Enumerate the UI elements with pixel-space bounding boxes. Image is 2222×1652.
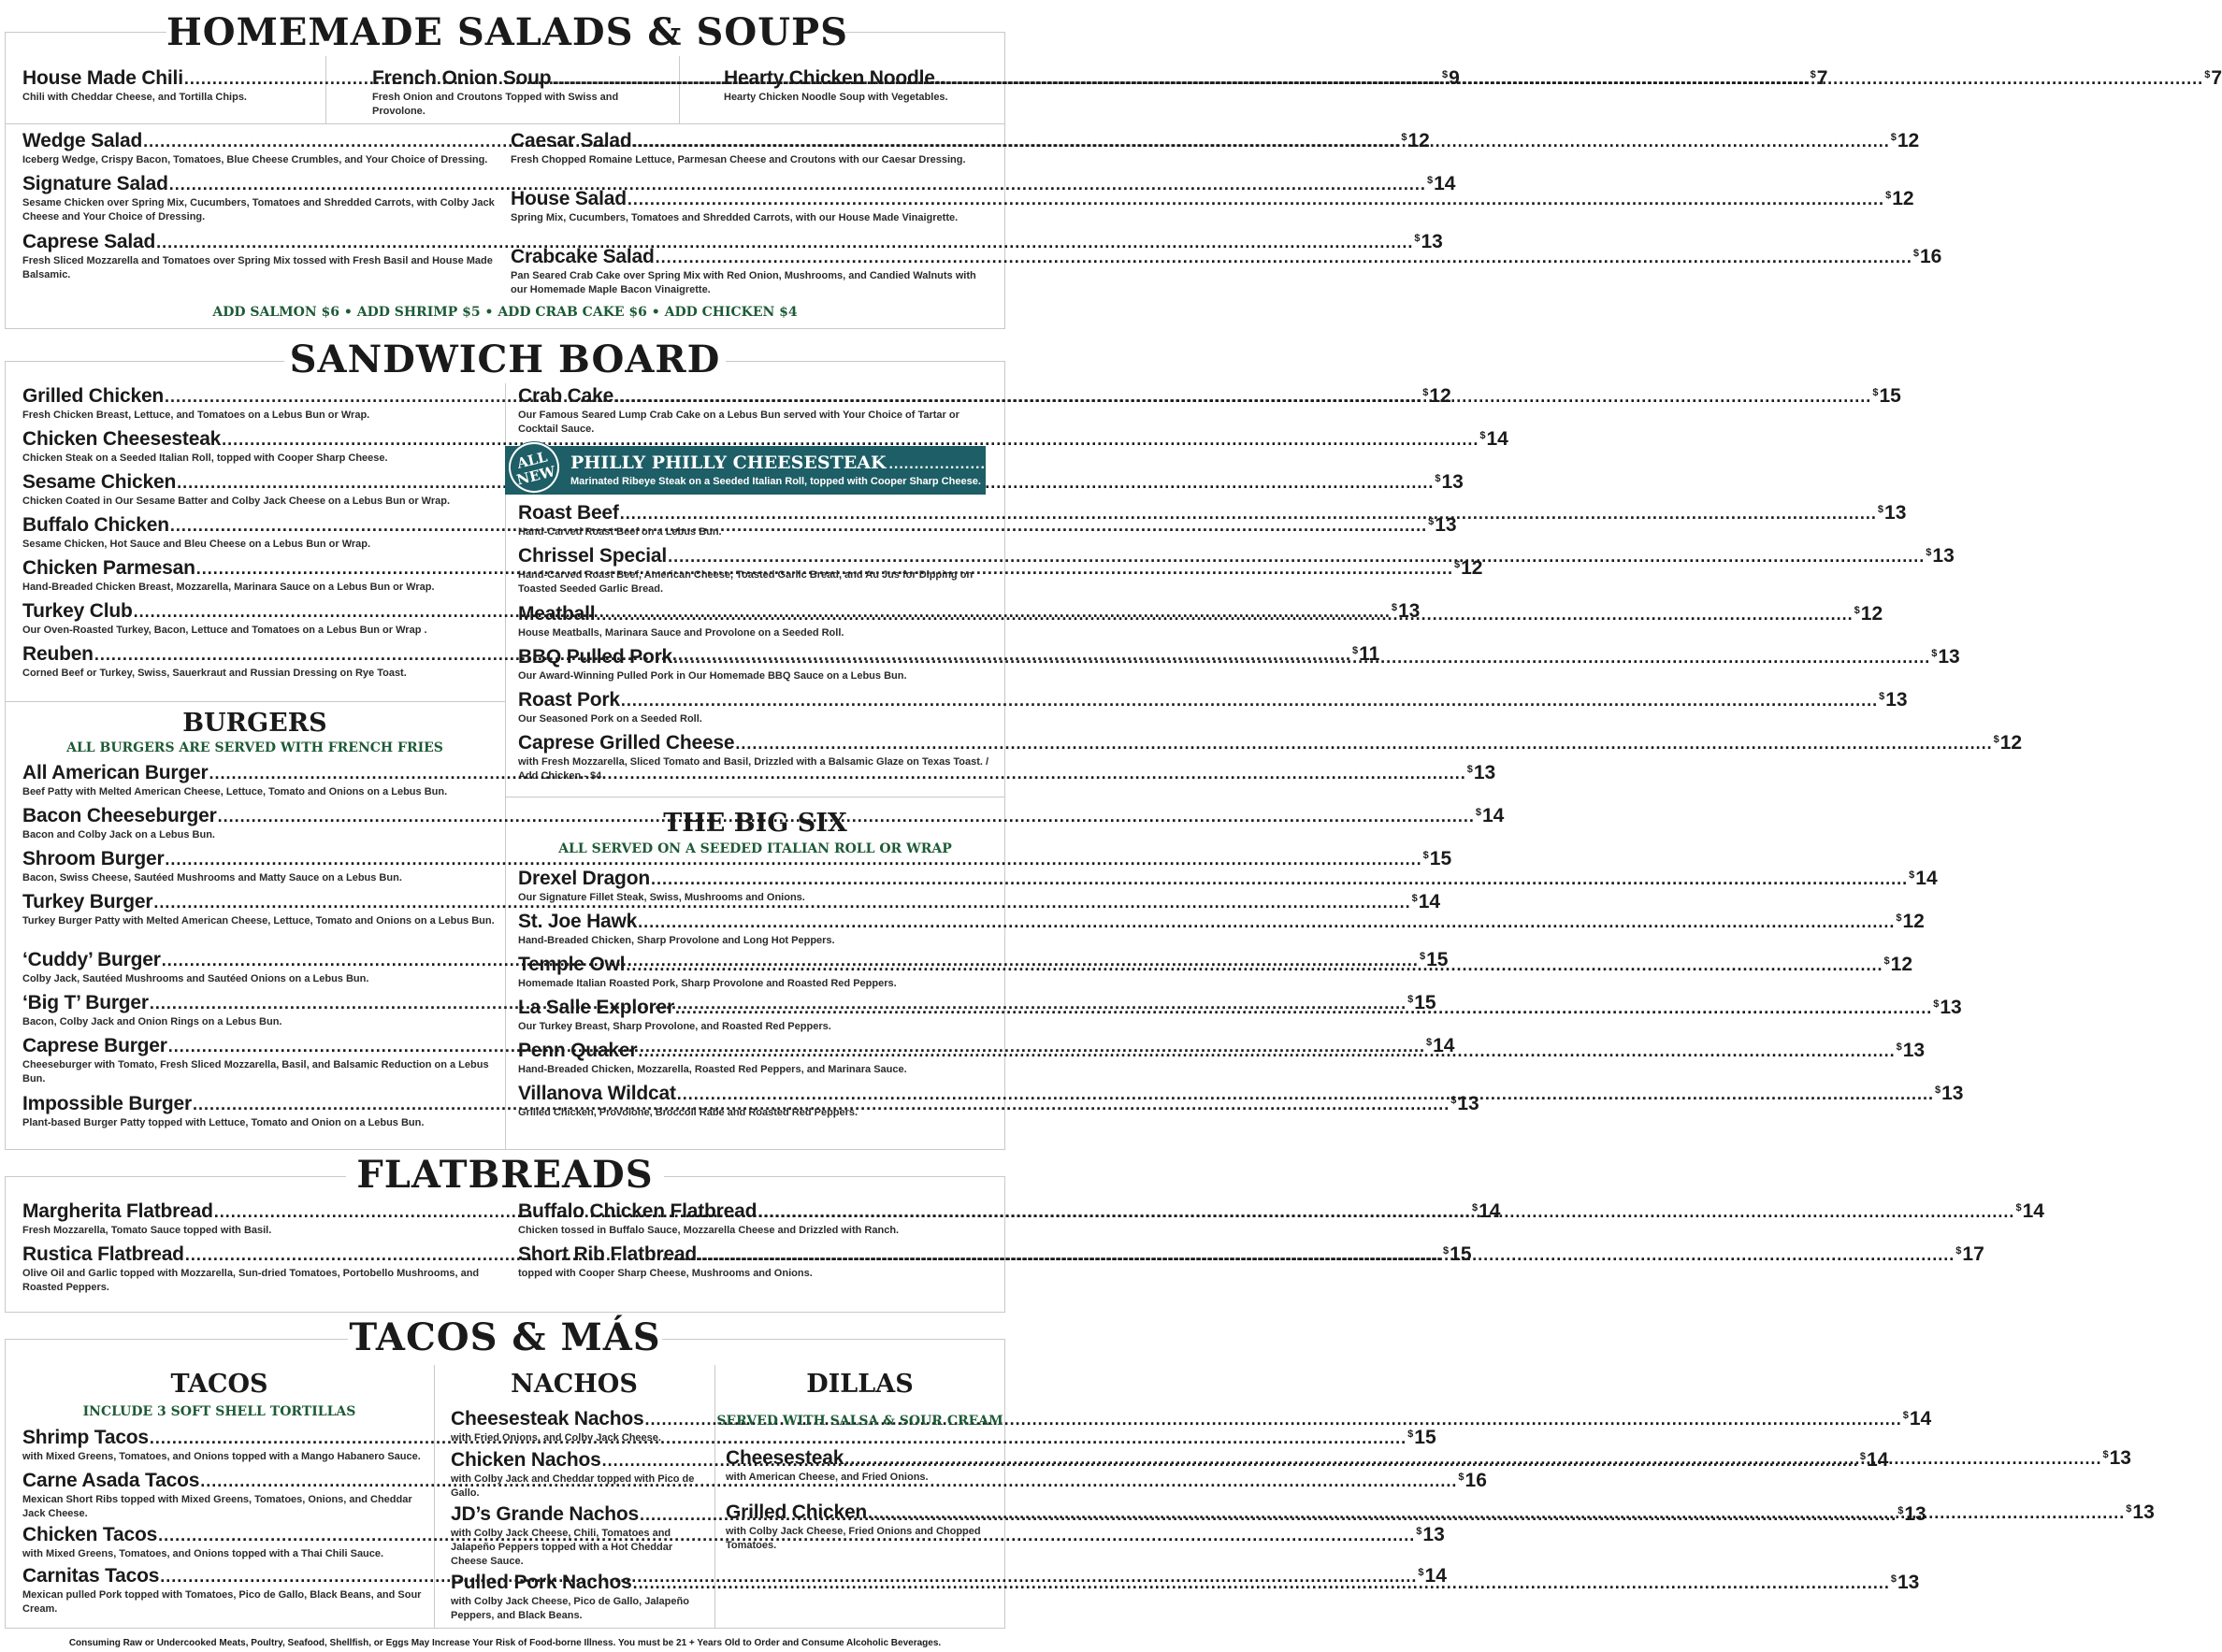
menu-item-description: Corned Beef or Turkey, Swiss, Sauerkraut and Russian Dressing on Rye Toast. <box>22 668 407 679</box>
menu-item-description: Our Award-Winning Pulled Pork in Our Homemade BBQ Sauce on a Lebus Bun. <box>518 670 907 682</box>
menu-item-description: with Mixed Greens, Tomatoes, and Onions topped with a Mango Habanero Sauce. <box>22 1451 421 1462</box>
menu-item-price: $12 <box>1890 130 1920 151</box>
menu-item-price: $17 <box>1955 1243 1984 1265</box>
menu-item-price: $15 <box>1419 949 1449 970</box>
tacos-divider-1 <box>434 1365 435 1629</box>
menu-item-name: Roast Pork <box>518 689 620 711</box>
menu-item-price: $12 <box>1883 954 1913 975</box>
menu-item[interactable] <box>511 246 1942 297</box>
menu-item-description: Chicken Steak on a Seeded Italian Roll, topped with Cooper Sharp Cheese. <box>22 453 388 464</box>
menu-item-price: $15 <box>1422 848 1452 869</box>
leader-dots <box>946 69 2203 89</box>
menu-item-price: $13 <box>1450 1093 1479 1114</box>
leader-dots <box>633 1573 1890 1593</box>
menu-item-name: Chicken Cheesesteak <box>22 428 222 450</box>
soups-bottom-line <box>5 123 1005 124</box>
leader-dots <box>868 1503 2125 1523</box>
menu-item-description: Fresh Chicken Breast, Lettuce, and Tomatoes on a Lebus Bun or Wrap. <box>22 409 370 421</box>
menu-item-description: Bacon and Colby Jack on a Lebus Bun. <box>22 829 215 840</box>
menu-item-description: Turkey Burger Patty with Melted American Cheese, Lettuce, Tomato and Onions on a Lebus Bun. <box>22 915 495 927</box>
menu-item-price: $12 <box>1854 603 1883 625</box>
menu-item-description: Bacon, Colby Jack and Onion Rings on a Lebus Bun. <box>22 1016 282 1027</box>
burgers-title: BURGERS <box>182 709 327 738</box>
menu-item-description: Beef Patty with Melted American Cheese, Lettuce, Tomato and Onions on a Lebus Bun. <box>22 786 448 797</box>
menu-item-name: Caprese Burger <box>22 1035 167 1056</box>
menu-item-name: Impossible Burger <box>22 1093 192 1114</box>
menu-item-description: with Mixed Greens, Tomatoes, and Onions topped with a Thai Chili Sauce. <box>22 1548 384 1559</box>
menu-item-description: Cheeseburger with Tomato, Fresh Sliced Mozzarella, Basil, and Balsamic Reduction on a Lebus Bun. <box>22 1059 489 1085</box>
menu-item-name: Turkey Club <box>22 600 133 622</box>
featured-philly-cheesesteak[interactable] <box>505 446 1254 495</box>
leader-dots <box>633 132 1890 151</box>
menu-item-price: $12 <box>1896 911 1925 932</box>
menu-item-price: $13 <box>1428 514 1457 536</box>
menu-item-price: $13 <box>1890 1572 1920 1593</box>
menu-item-price: $11 <box>1352 643 1380 665</box>
featured-desc: Marinated Ribeye Steak on a Seeded Italian Roll, topped with Cooper Sharp Cheese. <box>570 476 981 487</box>
leader-dots <box>735 734 1992 754</box>
menu-item-description: Spring Mix, Cucumbers, Tomatoes and Shredded Carrots, with our House Made Vinaigrette. <box>511 212 959 223</box>
menu-item-description: with Colby Jack and Cheddar topped with Pico de Gallo. <box>451 1473 695 1499</box>
menu-item-price: $13 <box>2102 1447 2131 1469</box>
menu-item-name: Margherita Flatbread <box>22 1200 213 1222</box>
menu-item-name: Cheesesteak Nachos <box>451 1408 644 1429</box>
menu-item-description: Our Oven-Roasted Turkey, Bacon, Lettuce and Tomatoes on a Lebus Bun or Wrap . <box>22 625 427 636</box>
menu-item-description: Colby Jack, Sautéed Mushrooms and Sautéed Onions on a Lebus Bun. <box>22 973 369 984</box>
menu-item-description: Mexican pulled Pork topped with Tomatoes, Pico de Gallo, Black Beans, and Sour Cream. <box>22 1589 422 1615</box>
menu-item-price: $12 <box>1401 130 1430 151</box>
leader-dots <box>628 190 1884 209</box>
menu-item-description: Our Turkey Breast, Sharp Provolone, and Roasted Red Peppers. <box>518 1021 831 1032</box>
menu-item[interactable] <box>518 868 1938 905</box>
menu-item-name: Shrimp Tacos <box>22 1427 149 1448</box>
menu-item[interactable] <box>511 188 1914 225</box>
menu-item-description: Iceberg Wedge, Crispy Bacon, Tomatoes, Blue Cheese Crumbles, and Your Choice of Dressing. <box>22 154 488 165</box>
menu-item-name: Chicken Tacos <box>22 1524 158 1545</box>
leader-dots <box>620 504 1877 524</box>
menu-item-description: Mexican Short Ribs topped with Mixed Greens, Tomatoes, Onions, and Cheddar Jack Cheese. <box>22 1494 412 1519</box>
menu-item-description: Fresh Mozzarella, Tomato Sauce topped with Basil. <box>22 1225 272 1236</box>
menu-item-price: $12 <box>1885 188 1914 209</box>
menu-item-name: Roast Beef <box>518 502 619 524</box>
menu-item-name: House Made Chili <box>22 67 183 89</box>
menu-item-name: House Salad <box>511 188 627 209</box>
menu-item-name: Hearty Chicken Noodle.. <box>724 67 945 89</box>
menu-item-price: $16 <box>1458 1470 1487 1491</box>
menu-item-name: Chicken Parmesan <box>22 557 195 579</box>
menu-item-name: Meatball <box>518 603 596 625</box>
menu-item-description: Our Famous Seared Lump Crab Cake on a Lebus Bun served with Your Choice of Tartar or Cocktail Sauce. <box>518 409 960 435</box>
menu-item-description: Our Seasoned Pork on a Seeded Roll. <box>518 713 702 725</box>
menu-item[interactable] <box>724 67 2222 105</box>
menu-item-price: $13 <box>2126 1501 2155 1523</box>
salads-section-title: HOMEMADE SALADS & SOUPS <box>166 10 849 54</box>
burgers-note: ALL BURGERS ARE SERVED WITH FRENCH FRIES <box>66 740 443 755</box>
menu-item-description: with Fried Onions, and Colby Jack Cheese. <box>451 1432 661 1444</box>
menu-item-name: Shroom Burger <box>22 848 165 869</box>
tacos-section-title: TACOS & MÁS <box>349 1315 661 1359</box>
leader-dots <box>698 1245 1955 1265</box>
salad-addons-note: ADD SALMON $6 • ADD SHRIMP $5 • ADD CRAB CAKE $6 • ADD CHICKEN $4 <box>212 305 798 320</box>
menu-item-description: with Colby Jack Cheese, Chili, Tomatoes and Jalapeño Peppers topped with a Hot Cheddar Cheese Sauce. <box>451 1528 673 1567</box>
menu-item-price: $13 <box>1435 471 1464 493</box>
menu-item-name: French Onion Soup <box>372 67 552 89</box>
menu-item-description: Hand-Breaded Chicken, Sharp Provolone and Long Hot Peppers. <box>518 935 835 946</box>
sandwich-section-title: SANDWICH BOARD <box>284 337 726 383</box>
menu-item-description: topped with Cooper Sharp Cheese, Mushrooms and Onions. <box>518 1268 813 1279</box>
soup-divider-2 <box>679 56 680 123</box>
menu-item-description: with Colby Jack Cheese, Pico de Gallo, Jalapeño Peppers, and Black Beans. <box>451 1596 689 1621</box>
menu-item-price: $12 <box>1993 732 2023 754</box>
menu-item-price: $13 <box>1933 997 1962 1018</box>
menu-item-name: BBQ Pulled Pork <box>518 646 673 668</box>
menu-item-price: $14 <box>1859 1449 1889 1471</box>
menu-item[interactable] <box>518 1083 1964 1120</box>
menu-item-price: $13 <box>1414 231 1443 252</box>
menu-item-description: with American Cheese, and Fried Onions. <box>726 1472 929 1483</box>
menu-item-description: Pan Seared Crab Cake over Spring Mix with Red Onion, Mushrooms, and Candied Walnuts with our Homemade Maple Bacon Vinaigrette. <box>511 270 976 295</box>
leader-dots <box>638 1041 1895 1061</box>
menu-item-name: Caesar Salad <box>511 130 632 151</box>
tacos-title: TACOS <box>170 1370 268 1399</box>
flatbreads-section-title: FLATBREADS <box>346 1152 664 1199</box>
bigsix-title: THE BIG SIX <box>663 809 847 838</box>
menu-item-price: $15 <box>1443 1243 1472 1265</box>
leader-dots <box>675 998 1932 1018</box>
menu-item-name: Grilled Chicken <box>726 1501 868 1523</box>
menu-item-description: Hand-Carved Roast Beef on a Lebus Bun. <box>518 526 722 538</box>
menu-item-description: Our Signature Fillet Steak, Swiss, Mushrooms and Onions. <box>518 892 805 903</box>
burgers-top-line <box>5 701 505 702</box>
menu-item-name: Chrissel Special <box>518 545 668 567</box>
menu-item[interactable] <box>726 1501 2155 1553</box>
leader-dots <box>651 869 1908 889</box>
menu-item-price: $13 <box>1391 600 1421 622</box>
menu-item-name: Bacon Cheeseburger <box>22 805 217 826</box>
menu-item-name: Turkey Burger <box>22 891 153 912</box>
menu-item-name: Carnitas Tacos <box>22 1565 160 1587</box>
leader-dots <box>209 764 1465 783</box>
menu-item-name: Villanova Wildcat <box>518 1083 676 1104</box>
menu-item-description: Bacon, Swiss Cheese, Sautéed Mushrooms and Matty Sauce on a Lebus Bun. <box>22 872 402 883</box>
menu-item-description: Fresh Sliced Mozzarella and Tomatoes over Spring Mix tossed with Fresh Basil and House Made Balsamic. <box>22 255 493 280</box>
menu-item-description: Fresh Onion and Croutons Topped with Swiss and Provolone. <box>372 92 619 117</box>
menu-item-price: $7 <box>2204 67 2222 89</box>
menu-item-name: Wedge Salad <box>22 130 143 151</box>
menu-item-description: with Fresh Mozzarella, Sliced Tomato and Basil, Drizzled with a Balsamic Glaze on Texas Toast. / Add Chicken - $4 <box>518 756 989 782</box>
menu-item-name: Carne Asada Tacos <box>22 1470 200 1491</box>
leader-dots <box>668 547 1925 567</box>
soup-divider-1 <box>325 56 326 123</box>
menu-item-description: Sesame Chicken, Hot Sauce and Bleu Cheese on a Lebus Bun or Wrap. <box>22 539 371 550</box>
menu-item-price: $14 <box>1425 1035 1455 1056</box>
menu-item-price: $13 <box>1897 1503 1926 1525</box>
menu-item-price: $14 <box>1909 868 1938 889</box>
menu-item-name: Rustica Flatbread <box>22 1243 184 1265</box>
leader-dots <box>844 1449 2101 1469</box>
leader-dots <box>758 1202 2014 1222</box>
menu-item-description: Hearty Chicken Noodle Soup with Vegetables. <box>724 92 948 103</box>
menu-item-price: $14 <box>1479 428 1508 450</box>
menu-item-description: Olive Oil and Garlic topped with Mozzarella, Sun-dried Tomatoes, Portobello Mushrooms, and Roasted Peppers. <box>22 1268 480 1293</box>
menu-item-description: Fresh Chopped Romaine Lettuce, Parmesan Cheese and Croutons with our Caesar Dressing. <box>511 154 966 165</box>
leader-dots <box>656 248 1912 267</box>
menu-item-name: Crabcake Salad <box>511 246 655 267</box>
leader-dots <box>614 387 1871 407</box>
featured-price: $14 <box>1227 453 1254 473</box>
menu-item-name: St. Joe Hawk <box>518 911 638 932</box>
menu-item-name: ‘Big T’ Burger <box>22 992 149 1013</box>
menu-item-price: $13 <box>1877 502 1907 524</box>
menu-item-name: Pulled Pork Nachos <box>451 1572 632 1593</box>
menu-item[interactable] <box>518 1200 2044 1238</box>
menu-item-name: Short Rib Flatbread <box>518 1243 698 1265</box>
menu-item-name: La Salle Explorer <box>518 997 675 1018</box>
menu-item-price: $13 <box>1466 762 1496 783</box>
menu-item-description: with Colby Jack Cheese, Fried Onions and Chopped Tomatoes. <box>726 1526 981 1551</box>
menu-item-description: Hand-Breaded Chicken Breast, Mozzarella, Marinara Sauce on a Lebus Bun or Wrap. <box>22 582 435 593</box>
leader-dots <box>626 955 1883 975</box>
menu-item-description: Plant-based Burger Patty topped with Lettuce, Tomato and Onion on a Lebus Bun. <box>22 1117 425 1128</box>
menu-item-name: JD’s Grande Nachos <box>451 1503 640 1525</box>
menu-item-price: $13 <box>1931 646 1960 668</box>
menu-item-price: $16 <box>1912 246 1942 267</box>
menu-item-name: Drexel Dragon <box>518 868 650 889</box>
menu-item-description: Chicken tossed in Buffalo Sauce, Mozzarella Cheese and Drizzled with Ranch. <box>518 1225 900 1236</box>
menu-item-price: $7 <box>1810 67 1828 89</box>
menu-item-price: $14 <box>1418 1565 1447 1587</box>
menu-item-name: All American Burger <box>22 762 209 783</box>
menu-item-description: Grilled Chicken, Provolone, Broccoli Rabe and Roasted Red Peppers. <box>518 1107 858 1118</box>
leader-dots <box>638 912 1895 932</box>
menu-item-price: $12 <box>1453 557 1483 579</box>
featured-name: PHILLY PHILLY CHEESESTEAK <box>570 453 887 473</box>
menu-item-description: House Meatballs, Marinara Sauce and Provolone on a Seeded Roll. <box>518 627 844 639</box>
leader-dots <box>673 648 1930 668</box>
menu-item-description: Chili with Cheddar Cheese, and Tortilla Chips. <box>22 92 247 103</box>
menu-item-name: Temple Owl <box>518 954 626 975</box>
footer-disclaimer: Consuming Raw or Undercooked Meats, Poultry, Seafood, Shellfish, or Eggs May Increase Your Risk of Food-borne Illness. You must be 21 + Years Old to Order and Consume Alcoholic Beverages. <box>68 1638 942 1648</box>
menu-item-price: $13 <box>1416 1524 1445 1545</box>
menu-item-name: Caprese Grilled Cheese <box>518 732 735 754</box>
menu-item[interactable] <box>511 130 1920 167</box>
featured-dots: .................................................................. <box>888 456 1225 472</box>
menu-item-description: Chicken Coated in Our Sesame Batter and Colby Jack Cheese on a Lebus Bun or Wrap. <box>22 496 451 507</box>
menu-item-name: Caprese Salad <box>22 231 156 252</box>
menu-item-price: $15 <box>1407 992 1436 1013</box>
dillas-title: DILLAS <box>806 1370 914 1399</box>
menu-item-price: $14 <box>1902 1408 1932 1429</box>
leader-dots <box>621 691 1878 711</box>
menu-item-name: Chicken Nachos <box>451 1449 601 1471</box>
leader-dots <box>150 1429 1407 1448</box>
menu-item-price: $14 <box>1475 805 1505 826</box>
menu-item-name: Grilled Chicken <box>22 385 165 407</box>
menu-item-price: $14 <box>2015 1200 2044 1222</box>
menu-item-name: Buffalo Chicken <box>22 514 169 536</box>
menu-item-description: Hand-Carved Roast Beef, American Cheese, Toasted Garlic Bread, and Au Jus for Dipping on Toasted Seeded Garlic Bread. <box>518 569 974 595</box>
menu-item-name: Penn Quaker <box>518 1040 638 1061</box>
menu-item-name: Buffalo Chicken Flatbread <box>518 1200 758 1222</box>
menu-item-name: Signature Salad <box>22 173 168 194</box>
tacos-note: INCLUDE 3 SOFT SHELL TORTILLAS <box>82 1404 356 1419</box>
bigsix-note: ALL SERVED ON A SEEDED ITALIAN ROLL OR WRAP <box>558 841 952 856</box>
menu-item-name: Reuben <box>22 643 94 665</box>
menu-item[interactable] <box>518 689 1908 726</box>
menu-item-price: $15 <box>1407 1427 1436 1448</box>
menu-item-price: $14 <box>1426 173 1456 194</box>
menu-item-price: $12 <box>1422 385 1451 407</box>
menu-item-price: $9 <box>1442 67 1460 89</box>
menu-item-price: $13 <box>1879 689 1908 711</box>
menu-item-price: $15 <box>1872 385 1901 407</box>
menu-item-name: Sesame Chicken <box>22 471 177 493</box>
menu-item-price: $14 <box>1411 891 1441 912</box>
menu-item[interactable] <box>518 911 1925 948</box>
menu-item-name: Crab Cake <box>518 385 614 407</box>
menu-item[interactable] <box>518 502 1907 539</box>
menu-item-price: $13 <box>1926 545 1955 567</box>
menu-item-name: ‘Cuddy’ Burger <box>22 949 161 970</box>
menu-item-price: $13 <box>1934 1083 1964 1104</box>
dillas-note: SERVED WITH SALSA & SOUR CREAM <box>716 1414 1003 1429</box>
nachos-title: NACHOS <box>511 1370 638 1399</box>
leader-dots <box>596 605 1853 625</box>
menu-item-description: Sesame Chicken over Spring Mix, Cucumbers, Tomatoes and Shredded Carrots, with Colby Jack Cheese and Your Choice of Dressing. <box>22 197 495 223</box>
menu-item-description: Hand-Breaded Chicken, Mozzarella, Roasted Red Peppers, and Marinara Sauce. <box>518 1064 907 1075</box>
menu-item-price: $14 <box>1471 1200 1501 1222</box>
leader-dots <box>677 1085 1934 1104</box>
menu-item-price: $13 <box>1896 1040 1926 1061</box>
menu-item-name: Cheesesteak <box>726 1447 844 1469</box>
all-new-badge: ALL NEW <box>503 437 564 497</box>
menu-item-description: Homemade Italian Roasted Pork, Sharp Provolone and Roasted Red Peppers. <box>518 978 897 989</box>
